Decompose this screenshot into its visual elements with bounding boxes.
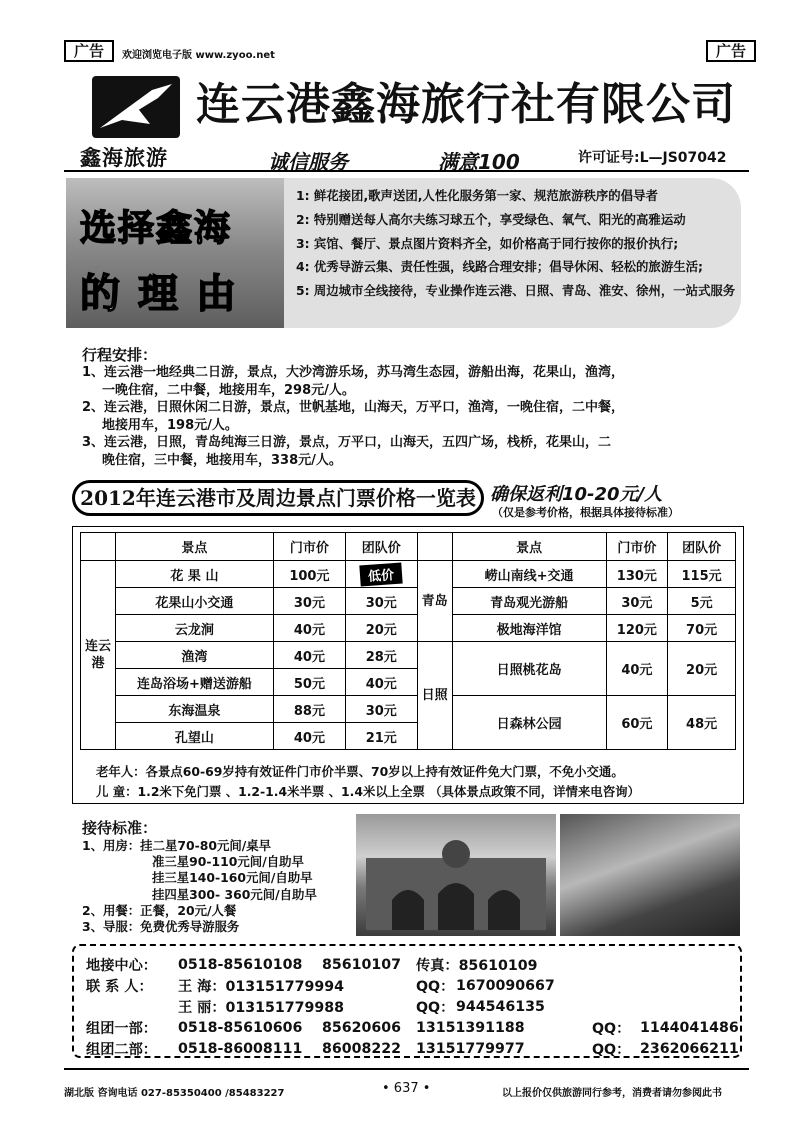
header-gate-price: 门市价 <box>273 533 345 561</box>
logo-text: 鑫海旅游 <box>80 146 168 170</box>
slogan-integrity: 诚信服务 <box>268 150 348 174</box>
reason-item: 4: 优秀导游云集、责任性强，线路合理安排；倡导休闲、轻松的旅游生活; <box>296 259 703 275</box>
rebate-note: （仅是参考价格，根据具体接待标准） <box>492 506 679 519</box>
rebate-slogan: 确保返利10-20元/人 <box>490 484 663 505</box>
itinerary-heading: 行程安排： <box>82 346 158 364</box>
reason-item: 1: 鲜花接团,歌声送团,人性化服务第一家、规范旅游秩序的倡导者 <box>296 188 658 203</box>
table-row: 孔望山 40元 21元 <box>81 723 736 750</box>
header-spot: 景点 <box>115 533 273 561</box>
header-group-price: 团队价 <box>345 533 417 561</box>
contact-row: 王 丽：013151779988 QQ： 944546135 <box>178 998 545 1016</box>
reasons-title-line2: 的理由 <box>80 271 254 317</box>
header-divider <box>64 170 749 172</box>
itinerary-line: 3、连云港，日照，青岛纯海三日游，景点，万平口，山海天，五四广场，栈桥，花果山，二 <box>82 435 612 451</box>
footer-divider <box>64 1068 749 1070</box>
welcome-text: 欢迎浏览电子版 www.zyoo.net <box>122 50 275 61</box>
region-rizhao: 日照 <box>417 642 452 750</box>
ad-label-right: 广告 <box>706 40 756 62</box>
table-header-row <box>81 533 736 561</box>
contact-row: 联 系 人： 王 海：013151779994 QQ： 1670090667 <box>86 977 555 995</box>
itinerary-line: 2、连云港，日照休闲二日游，景点，世帆基地，山海天，万平口，渔湾，一晚住宿，二中餐， <box>82 400 625 416</box>
low-price-badge: 低价 <box>360 562 403 586</box>
table-row: 云龙涧 40元 20元 极地海洋馆 120元 70元 <box>81 615 736 642</box>
price-table <box>80 532 736 750</box>
reception-heading: 接待标准： <box>82 819 158 837</box>
table-row: 花果山小交通 30元 30元 青岛观光游船 30元 5元 <box>81 588 736 615</box>
gate-illustration <box>356 814 556 936</box>
contact-row: 组团一部： 0518-85610606 85620606 13151391188 QQ： 1144041486 <box>86 1019 739 1037</box>
ad-label-left: 广告 <box>64 40 114 62</box>
contact-row: 地接中心： 0518-85610108 85610107 传真：85610109 <box>86 956 538 974</box>
itinerary-list <box>82 364 747 470</box>
reason-item: 5: 周边城市全线接待，专业操作连云港、日照、青岛、淮安、徐州，一站式服务 <box>296 283 736 299</box>
price-list-banner: 2012年连云港市及周边景点门票价格一览表 <box>72 480 484 516</box>
license-number: 许可证号:L—JS07042 <box>578 150 727 166</box>
header-group-price-right: 团队价 <box>668 533 736 561</box>
footer-disclaimer: 以上报价仅供旅游同行参考，消费者请勿参阅此书 <box>502 1088 722 1099</box>
seagull-icon <box>92 76 180 138</box>
table-row: 连岛浴场+赠送游船 50元 40元 <box>81 669 736 696</box>
itinerary-line: 地接用车，198元/人。 <box>102 417 238 433</box>
header-spot-right: 景点 <box>452 533 606 561</box>
company-name: 连云港鑫海旅行社有限公司 <box>196 79 736 130</box>
region-lianyungang: 连云港 <box>81 561 116 750</box>
footer-hotline: 湖北版 咨询电话 027-85350400 /85483227 <box>64 1088 285 1099</box>
reason-item: 2: 特别赠送每人高尔夫练习球五个，享受绿色、氧气、阳光的高雅运动 <box>296 211 686 227</box>
company-logo <box>92 76 180 138</box>
region-qingdao: 青岛 <box>417 561 452 642</box>
table-row: 连云港 花 果 山 100元 低价 青岛 崂山南线+交通 130元 115元 <box>81 561 736 588</box>
reasons-title-line1: 选择鑫海 <box>80 208 233 249</box>
gate-photo <box>356 814 556 936</box>
itinerary-line: 1、连云港一地经典二日游，景点，大沙湾游乐场，苏马湾生态园，游船出海，花果山，渔湾， <box>82 365 625 380</box>
table-row: 东海温泉 88元 30元 日森林公园 60元 48元 <box>81 696 736 723</box>
reason-item: 3: 宾馆、餐厅、景点图片资料齐全，如价格高于同行按你的报价执行; <box>296 235 679 251</box>
contact-row: 组团二部： 0518-86008111 86008222 13151779977 QQ： 2362066211 <box>86 1040 739 1058</box>
reasons-list <box>296 184 744 303</box>
elderly-policy: 老年人：各景点60-69岁持有效证件门市价半票、70岁以上持有效证件免大门票，不免小交通。 <box>96 764 624 779</box>
reception-standards: 接待标准： 1、用房：挂二星70-80元间/桌早 准三星90-110元间/自助早 挂三星140-160元间/自助早 挂四星300- 360元间/自助早 2、用餐：正餐，20元/人餐 3、导服：免费优秀导游服务 <box>82 818 372 935</box>
table-row: 渔湾 40元 28元 日照 日照桃花岛 40元 20元 <box>81 642 736 669</box>
low-price-cell <box>345 561 417 588</box>
waterfall-photo <box>560 814 740 936</box>
page-number: • 637 • <box>382 1081 431 1096</box>
slogan-satisfaction: 满意100 <box>438 150 520 174</box>
header-gate-price-right: 门市价 <box>606 533 668 561</box>
contact-list <box>86 954 746 1059</box>
itinerary-line: 晚住宿，三中餐，地接用车，338元/人。 <box>102 452 342 468</box>
itinerary-line: 一晚住宿，二中餐，地接用车，298元/人。 <box>102 382 355 398</box>
children-policy: 儿 童：1.2米下免门票 、1.2-1.4米半票 、1.4米以上全票 （具体景点政策不同，详情来电咨询） <box>96 784 640 799</box>
